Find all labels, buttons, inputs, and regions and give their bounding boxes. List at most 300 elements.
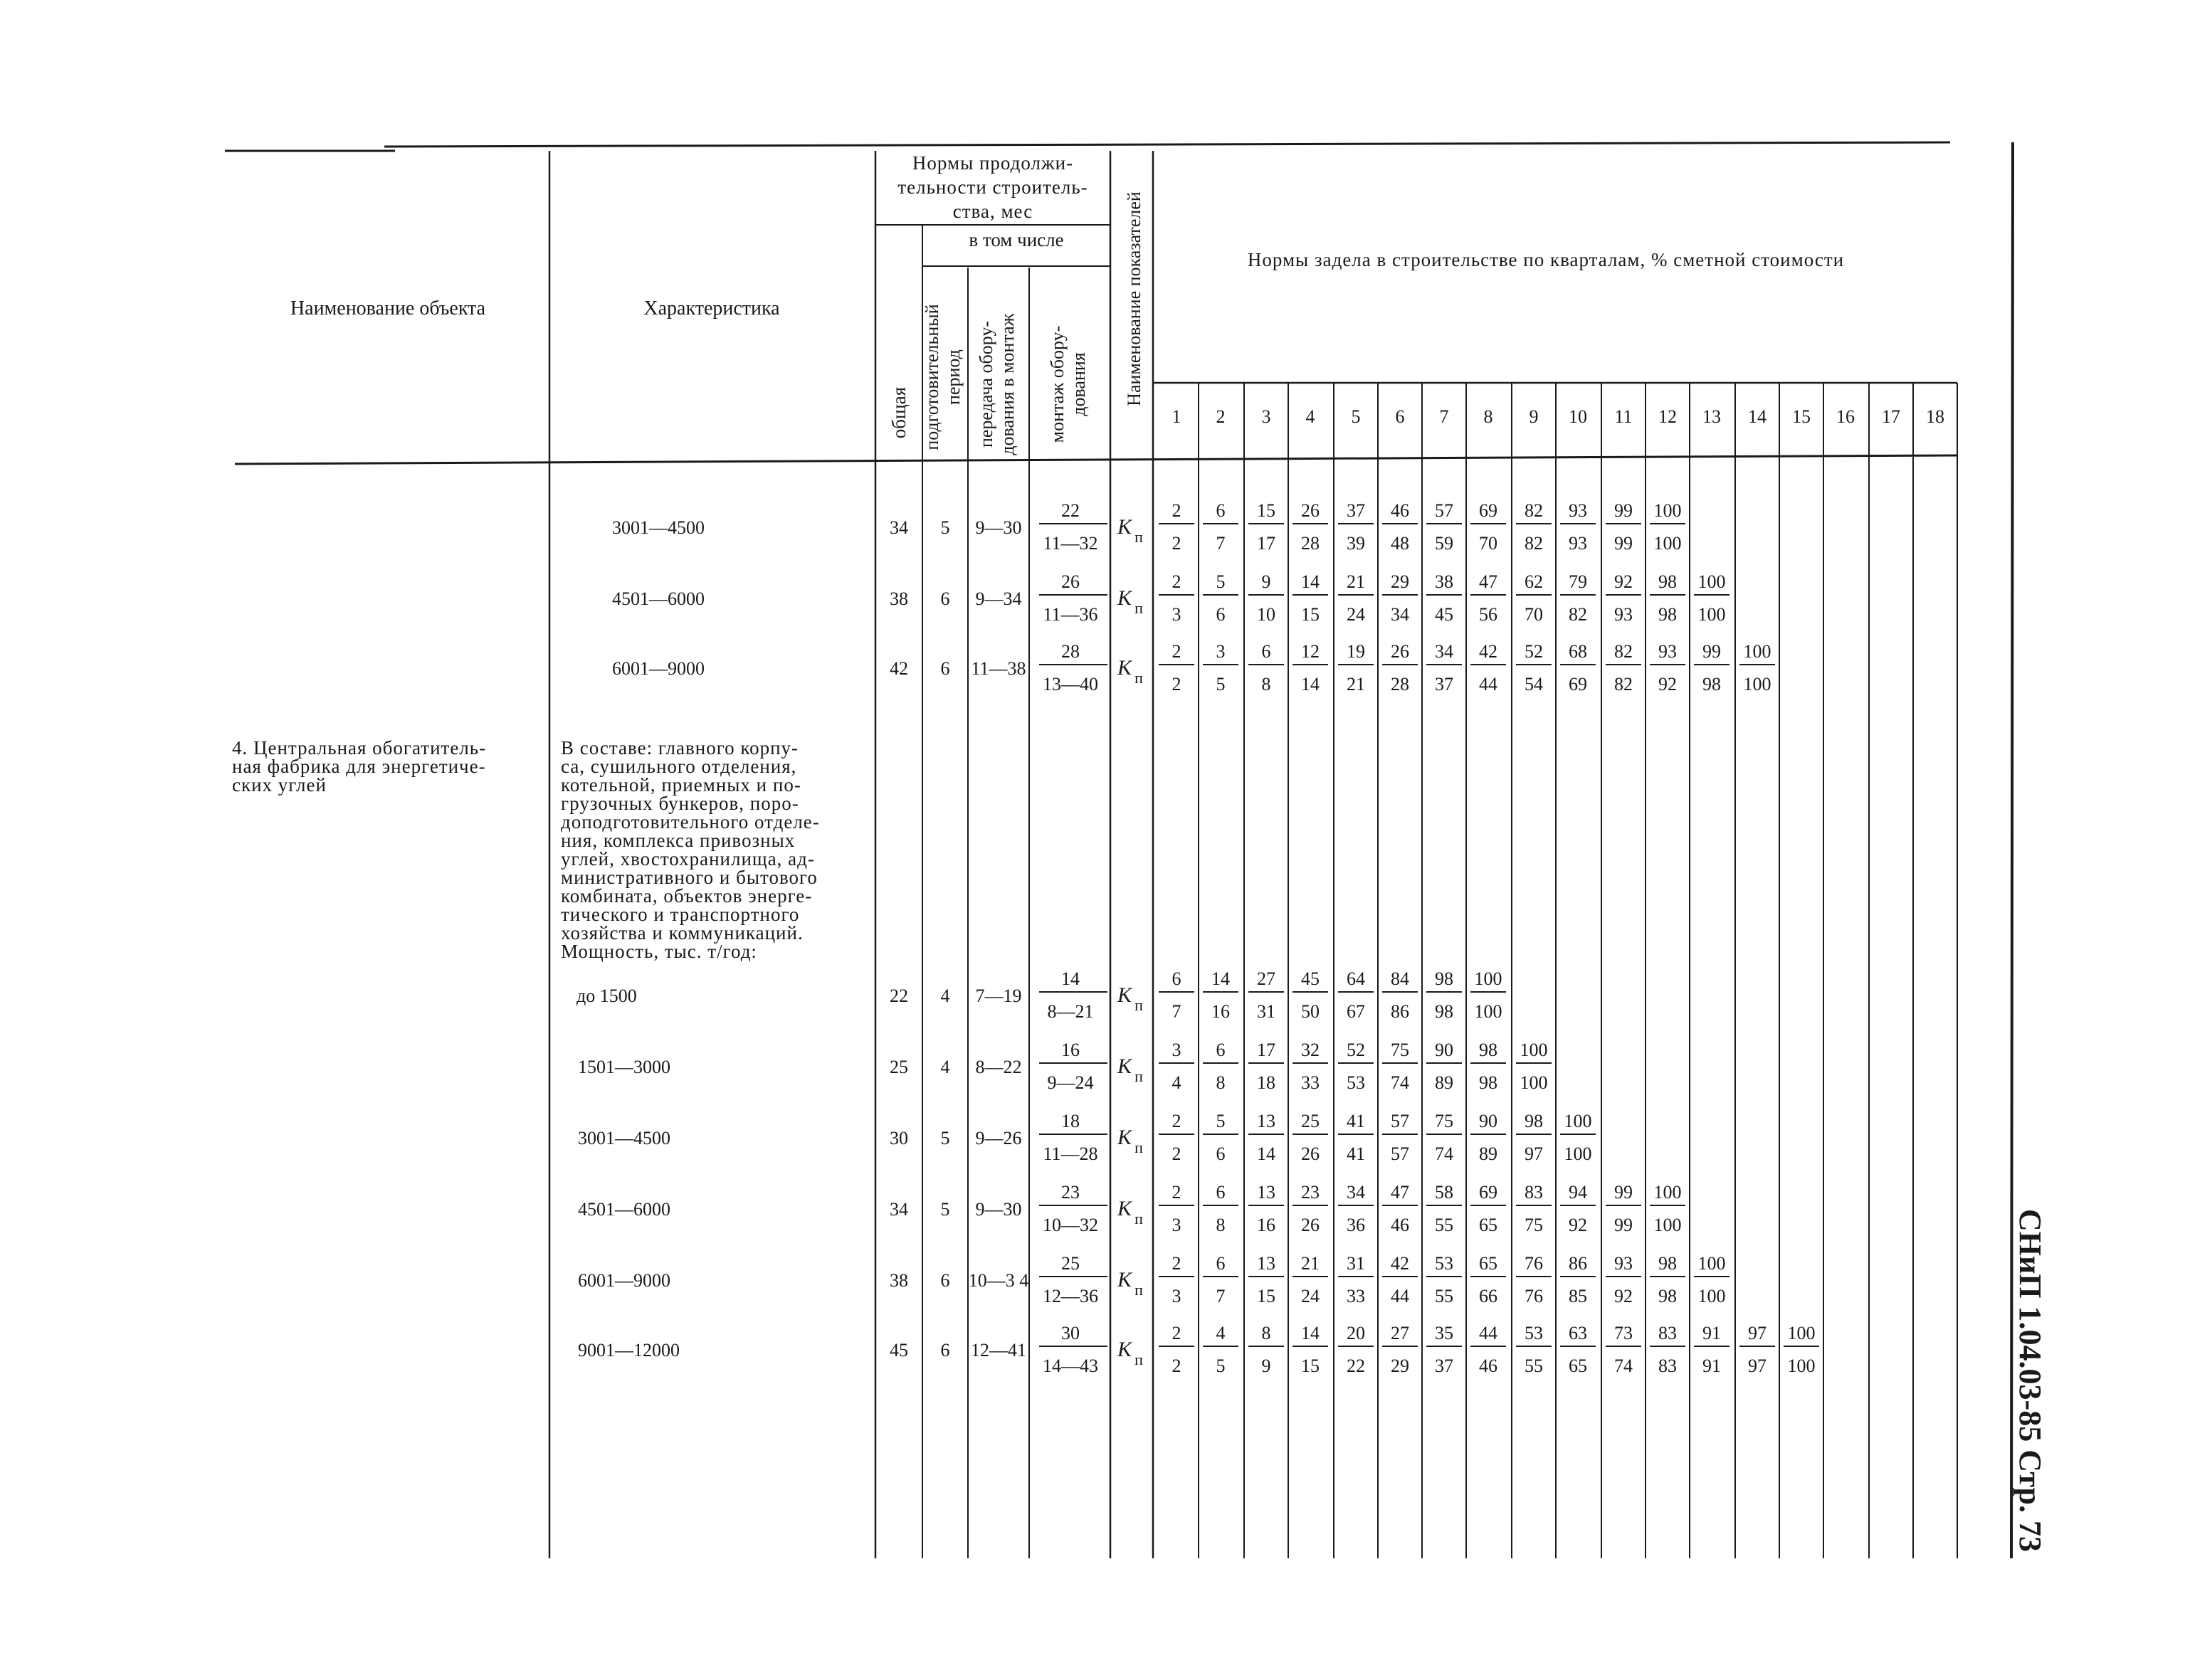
quarter-value-top: 100 — [1474, 968, 1502, 989]
indicator-sub: п — [1134, 996, 1143, 1014]
transfer-period: 9—30 — [975, 1199, 1022, 1220]
quarter-value-bottom: 53 — [1347, 1072, 1365, 1093]
quarter-value-bottom: 99 — [1614, 533, 1633, 554]
mount-top: 28 — [1061, 641, 1080, 662]
total-duration: 22 — [890, 986, 908, 1006]
quarter-value-top: 98 — [1658, 571, 1677, 592]
quarter-value-bottom: 100 — [1564, 1143, 1592, 1164]
quarter-value-bottom: 56 — [1479, 604, 1497, 625]
quarter-value-bottom: 48 — [1391, 533, 1409, 554]
quarter-value-top: 8 — [1261, 1323, 1271, 1343]
quarter-value-bottom: 29 — [1391, 1356, 1409, 1376]
quarter-value-bottom: 2 — [1172, 1143, 1181, 1164]
quarter-value-bottom: 36 — [1347, 1215, 1365, 1235]
quarter-value-top: 52 — [1525, 641, 1543, 662]
quarter-value-top: 62 — [1525, 571, 1543, 592]
quarter-value-bottom: 92 — [1569, 1215, 1587, 1235]
indicator-k: К — [1117, 983, 1132, 1007]
mount-bottom: 11—36 — [1043, 604, 1098, 625]
quarter-value-top: 35 — [1435, 1323, 1453, 1343]
quarter-value-bottom: 4 — [1172, 1072, 1181, 1093]
quarter-value-top: 34 — [1435, 641, 1453, 662]
capacity-label: 3001—4500 — [612, 517, 705, 538]
quarter-value-bottom: 92 — [1658, 674, 1677, 694]
total-duration: 34 — [890, 517, 908, 538]
quarter-value-top: 13 — [1257, 1182, 1275, 1203]
quarter-value-top: 14 — [1211, 968, 1230, 989]
indicator-k: К — [1117, 1197, 1132, 1220]
quarter-value-bottom: 100 — [1743, 674, 1771, 694]
quarter-value-top: 2 — [1172, 500, 1181, 521]
indicator-sub: п — [1134, 1351, 1143, 1368]
quarter-value-top: 99 — [1702, 641, 1721, 662]
quarter-value-bottom: 28 — [1391, 674, 1409, 694]
mount-bottom: 14—43 — [1043, 1356, 1098, 1376]
quarter-value-top: 26 — [1301, 500, 1320, 521]
quarter-value-bottom: 70 — [1479, 533, 1497, 554]
object-description: са, сушильного отделения, — [561, 756, 797, 777]
quarter-number: 3 — [1261, 406, 1271, 427]
quarter-value-top: 73 — [1614, 1323, 1633, 1343]
quarter-value-bottom: 18 — [1257, 1072, 1275, 1093]
quarter-value-bottom: 14 — [1301, 674, 1320, 694]
quarter-value-top: 32 — [1301, 1040, 1320, 1060]
header-transfer: дования в монтаж — [997, 313, 1018, 455]
quarter-number: 8 — [1483, 406, 1493, 427]
header-indicator: Наименование показателей — [1124, 191, 1144, 406]
quarter-value-top: 100 — [1653, 500, 1682, 521]
mount-bottom: 12—36 — [1043, 1286, 1098, 1306]
quarter-value-bottom: 15 — [1257, 1286, 1275, 1306]
transfer-period: 10—3 4 — [968, 1270, 1029, 1291]
quarter-value-top: 29 — [1391, 571, 1409, 592]
quarter-number: 7 — [1439, 406, 1449, 427]
quarter-value-bottom: 2 — [1172, 533, 1181, 554]
object-description: Мощность, тыс. т/год: — [561, 941, 757, 962]
capacity-label: 4501—6000 — [612, 588, 705, 609]
quarter-value-bottom: 75 — [1525, 1215, 1543, 1235]
quarter-number: 16 — [1836, 406, 1855, 427]
quarter-value-top: 9 — [1261, 571, 1271, 592]
quarter-value-top: 13 — [1257, 1253, 1275, 1274]
quarter-value-bottom: 16 — [1211, 1001, 1230, 1022]
quarter-value-top: 4 — [1216, 1323, 1226, 1343]
quarter-value-top: 100 — [1697, 1253, 1726, 1274]
quarter-value-bottom: 34 — [1391, 604, 1409, 625]
quarter-number: 1 — [1172, 406, 1181, 427]
quarter-value-bottom: 15 — [1301, 1356, 1320, 1376]
quarter-value-top: 98 — [1658, 1253, 1677, 1274]
quarter-value-top: 79 — [1569, 571, 1587, 592]
quarter-value-bottom: 67 — [1347, 1001, 1365, 1022]
quarter-value-top: 98 — [1525, 1111, 1543, 1131]
quarter-value-bottom: 14 — [1257, 1143, 1275, 1164]
quarter-value-bottom: 24 — [1347, 604, 1365, 625]
quarter-value-top: 5 — [1216, 1111, 1226, 1131]
quarter-number: 11 — [1614, 406, 1633, 427]
quarter-value-top: 23 — [1301, 1182, 1320, 1203]
object-description: доподготовительного отделе- — [561, 811, 820, 833]
capacity-label: 3001—4500 — [578, 1128, 670, 1148]
quarter-value-top: 2 — [1172, 641, 1181, 662]
quarter-value-bottom: 98 — [1702, 674, 1721, 694]
quarter-value-bottom: 92 — [1614, 1286, 1633, 1306]
header-duration: Нормы продолжи- — [912, 152, 1074, 174]
quarter-value-top: 6 — [1172, 968, 1181, 989]
quarter-value-top: 42 — [1391, 1253, 1409, 1274]
quarter-value-bottom: 98 — [1658, 1286, 1677, 1306]
quarter-value-top: 45 — [1301, 968, 1320, 989]
quarter-number: 18 — [1926, 406, 1944, 427]
quarter-value-bottom: 65 — [1569, 1356, 1587, 1376]
header-prep: период — [943, 349, 964, 405]
quarter-value-bottom: 5 — [1216, 1356, 1226, 1376]
total-duration: 38 — [890, 1270, 908, 1291]
quarter-value-top: 17 — [1257, 1040, 1275, 1060]
quarter-value-bottom: 100 — [1787, 1356, 1816, 1376]
quarter-value-bottom: 59 — [1435, 533, 1453, 554]
quarter-value-bottom: 82 — [1525, 533, 1543, 554]
indicator-k: К — [1117, 1268, 1132, 1291]
quarter-value-bottom: 17 — [1257, 533, 1275, 554]
indicator-k: К — [1117, 1338, 1132, 1361]
quarter-value-bottom: 50 — [1301, 1001, 1320, 1022]
quarter-value-top: 100 — [1653, 1182, 1682, 1203]
quarter-value-bottom: 46 — [1479, 1356, 1497, 1376]
prep-period: 6 — [940, 1340, 950, 1361]
quarter-value-bottom: 6 — [1216, 1143, 1226, 1164]
quarter-value-top: 34 — [1347, 1182, 1365, 1203]
quarter-number: 5 — [1351, 406, 1361, 427]
quarter-value-top: 3 — [1172, 1040, 1181, 1060]
quarter-value-top: 12 — [1301, 641, 1320, 662]
quarter-value-top: 2 — [1172, 1182, 1181, 1203]
quarter-value-top: 86 — [1569, 1253, 1587, 1274]
quarter-value-bottom: 33 — [1301, 1072, 1320, 1093]
quarter-value-bottom: 8 — [1216, 1072, 1226, 1093]
total-duration: 45 — [890, 1340, 908, 1361]
header-mount: дования — [1068, 352, 1089, 416]
quarter-value-top: 84 — [1391, 968, 1409, 989]
mount-top: 25 — [1061, 1253, 1080, 1274]
quarter-value-bottom: 69 — [1569, 674, 1587, 694]
prep-period: 6 — [940, 658, 950, 679]
quarter-value-top: 6 — [1216, 500, 1226, 521]
object-title: 4. Центральная обогатитель- — [232, 737, 487, 759]
total-duration: 30 — [890, 1128, 908, 1148]
mount-top: 30 — [1061, 1323, 1080, 1343]
header-mount: монтаж обору- — [1047, 325, 1068, 443]
quarter-value-bottom: 93 — [1614, 604, 1633, 625]
quarter-value-top: 93 — [1614, 1253, 1633, 1274]
quarter-value-top: 83 — [1525, 1182, 1543, 1203]
quarter-value-top: 69 — [1479, 1182, 1497, 1203]
quarter-value-bottom: 82 — [1614, 674, 1633, 694]
quarter-value-bottom: 3 — [1172, 1286, 1181, 1306]
object-description: углей, хвостохранилища, ад- — [561, 848, 815, 870]
quarter-value-top: 42 — [1479, 641, 1497, 662]
quarter-value-bottom: 57 — [1391, 1143, 1409, 1164]
indicator-k: К — [1117, 586, 1132, 610]
quarter-value-top: 46 — [1391, 500, 1409, 521]
quarter-value-bottom: 98 — [1479, 1072, 1497, 1093]
quarter-value-bottom: 3 — [1172, 604, 1181, 625]
quarter-value-top: 94 — [1569, 1182, 1587, 1203]
quarter-value-bottom: 100 — [1653, 1215, 1682, 1235]
total-duration: 38 — [890, 588, 908, 609]
quarter-value-bottom: 100 — [1697, 604, 1726, 625]
prep-period: 5 — [940, 517, 950, 538]
quarter-value-bottom: 37 — [1435, 1356, 1453, 1376]
quarter-value-bottom: 83 — [1658, 1356, 1677, 1376]
quarter-value-bottom: 97 — [1748, 1356, 1767, 1376]
quarter-value-top: 76 — [1525, 1253, 1543, 1274]
capacity-label: 4501—6000 — [578, 1199, 670, 1220]
object-description: ния, комплекса привозных — [561, 830, 796, 851]
quarter-value-top: 15 — [1257, 500, 1275, 521]
prep-period: 4 — [940, 1057, 950, 1077]
mount-bottom: 9—24 — [1047, 1072, 1094, 1093]
object-description: котельной, приемных и по- — [561, 774, 801, 796]
total-duration: 34 — [890, 1199, 908, 1220]
quarter-value-bottom: 37 — [1435, 674, 1453, 694]
indicator-sub: п — [1134, 669, 1143, 687]
quarter-value-bottom: 5 — [1216, 674, 1226, 694]
quarter-value-bottom: 55 — [1435, 1215, 1453, 1235]
quarter-value-bottom: 2 — [1172, 674, 1181, 694]
quarter-value-bottom: 28 — [1301, 533, 1320, 554]
quarter-value-top: 13 — [1257, 1111, 1275, 1131]
quarter-value-top: 20 — [1347, 1323, 1365, 1343]
quarter-value-bottom: 10 — [1257, 604, 1275, 625]
mount-top: 18 — [1061, 1111, 1080, 1131]
indicator-k: К — [1117, 1126, 1132, 1149]
quarter-value-top: 47 — [1479, 571, 1497, 592]
object-description: хозяйства и коммуникаций. — [561, 922, 804, 944]
quarter-value-bottom: 65 — [1479, 1215, 1497, 1235]
quarter-value-bottom: 85 — [1569, 1286, 1587, 1306]
quarter-value-top: 69 — [1479, 500, 1497, 521]
page-label: СНиП 1.04.03-85 Стр. 73 — [2013, 1208, 2048, 1553]
quarter-value-top: 90 — [1479, 1111, 1497, 1131]
quarter-value-bottom: 89 — [1479, 1143, 1497, 1164]
header-duration: ства, мес — [952, 201, 1033, 222]
quarter-value-top: 52 — [1347, 1040, 1365, 1060]
quarter-number: 15 — [1792, 406, 1811, 427]
indicator-sub: п — [1134, 1281, 1143, 1299]
quarter-value-top: 91 — [1702, 1323, 1721, 1343]
quarter-value-bottom: 46 — [1391, 1215, 1409, 1235]
quarter-value-top: 3 — [1216, 641, 1226, 662]
quarter-value-top: 6 — [1261, 641, 1271, 662]
quarter-value-top: 5 — [1216, 571, 1226, 592]
quarter-value-top: 64 — [1347, 968, 1365, 989]
quarter-value-top: 27 — [1257, 968, 1275, 989]
object-description: тического и транспортного — [561, 904, 800, 925]
object-description: В составе: главного корпу- — [561, 737, 799, 759]
quarter-value-top: 57 — [1435, 500, 1453, 521]
mount-top: 16 — [1061, 1040, 1080, 1060]
quarter-number: 10 — [1569, 406, 1587, 427]
header-backlog: Нормы задела в строительстве по кварталам, % сметной стоимости — [1247, 249, 1845, 270]
quarter-number: 17 — [1882, 406, 1900, 427]
quarter-value-bottom: 54 — [1525, 674, 1543, 694]
total-duration: 25 — [890, 1057, 908, 1077]
header-duration: тельности строитель- — [897, 176, 1088, 198]
quarter-value-bottom: 16 — [1257, 1215, 1275, 1235]
mount-bottom: 11—32 — [1043, 533, 1098, 554]
quarter-value-top: 83 — [1658, 1323, 1677, 1343]
quarter-value-top: 57 — [1391, 1111, 1409, 1131]
quarter-value-bottom: 41 — [1347, 1143, 1365, 1164]
quarter-value-top: 14 — [1301, 571, 1320, 592]
quarter-value-bottom: 44 — [1391, 1286, 1409, 1306]
header-characteristic: Характеристика — [643, 297, 780, 319]
quarter-value-top: 41 — [1347, 1111, 1365, 1131]
quarter-number: 9 — [1529, 406, 1539, 427]
capacity-label: 1501—3000 — [578, 1057, 670, 1077]
quarter-value-top: 2 — [1172, 1323, 1181, 1343]
quarter-value-bottom: 89 — [1435, 1072, 1453, 1093]
quarter-value-bottom: 91 — [1702, 1356, 1721, 1376]
quarter-value-bottom: 3 — [1172, 1215, 1181, 1235]
quarter-value-bottom: 98 — [1658, 604, 1677, 625]
quarter-value-top: 75 — [1435, 1111, 1453, 1131]
quarter-value-bottom: 70 — [1525, 604, 1543, 625]
quarter-value-top: 19 — [1347, 641, 1365, 662]
mount-bottom: 11—28 — [1043, 1143, 1098, 1164]
quarter-value-bottom: 33 — [1347, 1286, 1365, 1306]
quarter-value-bottom: 7 — [1216, 1286, 1226, 1306]
quarter-number: 4 — [1305, 406, 1315, 427]
quarter-value-bottom: 8 — [1261, 674, 1271, 694]
quarter-value-top: 26 — [1391, 641, 1409, 662]
quarter-value-bottom: 74 — [1435, 1143, 1453, 1164]
quarter-number: 2 — [1216, 406, 1226, 427]
indicator-sub: п — [1134, 1210, 1143, 1227]
quarter-value-top: 98 — [1479, 1040, 1497, 1060]
header-prep: подготовительный — [922, 304, 942, 450]
quarter-value-bottom: 31 — [1257, 1001, 1275, 1022]
quarter-value-bottom: 100 — [1474, 1001, 1502, 1022]
transfer-period: 7—19 — [975, 986, 1022, 1006]
quarter-value-bottom: 66 — [1479, 1286, 1497, 1306]
quarter-value-bottom: 22 — [1347, 1356, 1365, 1376]
quarter-value-bottom: 99 — [1614, 1215, 1633, 1235]
header-object-name: Наименование объекта — [290, 297, 486, 319]
quarter-value-top: 100 — [1697, 571, 1726, 592]
quarter-value-bottom: 8 — [1216, 1215, 1226, 1235]
transfer-period: 9—34 — [975, 588, 1022, 609]
object-description: комбината, объектов энерге- — [561, 885, 813, 907]
quarter-value-top: 90 — [1435, 1040, 1453, 1060]
quarter-value-top: 99 — [1614, 1182, 1633, 1203]
indicator-sub: п — [1134, 1139, 1143, 1156]
quarter-value-top: 82 — [1614, 641, 1633, 662]
quarter-value-top: 98 — [1435, 968, 1453, 989]
quarter-value-top: 14 — [1301, 1323, 1320, 1343]
quarter-value-top: 53 — [1525, 1323, 1543, 1343]
prep-period: 6 — [940, 1270, 950, 1291]
quarter-value-top: 37 — [1347, 500, 1365, 521]
quarter-value-bottom: 100 — [1697, 1286, 1726, 1306]
quarter-value-bottom: 21 — [1347, 674, 1365, 694]
quarter-value-top: 100 — [1520, 1040, 1548, 1060]
transfer-period: 8—22 — [975, 1057, 1022, 1077]
quarter-value-top: 100 — [1564, 1111, 1592, 1131]
quarter-value-bottom: 97 — [1525, 1143, 1543, 1164]
indicator-sub: п — [1134, 599, 1143, 617]
quarter-number: 14 — [1748, 406, 1767, 427]
quarter-value-top: 2 — [1172, 1253, 1181, 1274]
quarter-value-bottom: 100 — [1653, 533, 1682, 554]
quarter-value-top: 53 — [1435, 1253, 1453, 1274]
quarter-value-bottom: 74 — [1614, 1356, 1633, 1376]
quarter-value-top: 25 — [1301, 1111, 1320, 1131]
quarter-value-top: 82 — [1525, 500, 1543, 521]
prep-period: 6 — [940, 588, 950, 609]
mount-bottom: 10—32 — [1043, 1215, 1098, 1235]
quarter-value-bottom: 44 — [1479, 674, 1497, 694]
quarter-value-top: 6 — [1216, 1253, 1226, 1274]
total-duration: 42 — [890, 658, 908, 679]
mount-top: 22 — [1061, 500, 1080, 521]
prep-period: 4 — [940, 986, 950, 1006]
quarter-value-bottom: 86 — [1391, 1001, 1409, 1022]
quarter-value-top: 65 — [1479, 1253, 1497, 1274]
quarter-value-bottom: 26 — [1301, 1143, 1320, 1164]
right-margin-rule — [2011, 142, 2013, 1558]
quarter-value-bottom: 7 — [1172, 1001, 1181, 1022]
object-title: ная фабрика для энергетиче- — [232, 756, 486, 777]
transfer-period: 9—26 — [975, 1128, 1022, 1148]
quarter-value-top: 100 — [1743, 641, 1771, 662]
object-description: грузочных бункеров, поро- — [561, 793, 799, 814]
quarter-value-top: 21 — [1347, 571, 1365, 592]
header-bottom-rule — [235, 455, 1957, 464]
mount-top: 23 — [1061, 1182, 1080, 1203]
quarter-value-top: 6 — [1216, 1182, 1226, 1203]
quarter-value-bottom: 39 — [1347, 533, 1365, 554]
capacity-label: 6001—9000 — [612, 658, 705, 679]
quarter-number: 13 — [1702, 406, 1721, 427]
indicator-k: К — [1117, 656, 1132, 680]
quarter-value-top: 92 — [1614, 571, 1633, 592]
quarter-value-top: 99 — [1614, 500, 1633, 521]
quarter-value-top: 93 — [1569, 500, 1587, 521]
quarter-value-top: 63 — [1569, 1323, 1587, 1343]
indicator-sub: п — [1134, 528, 1143, 546]
quarter-number: 12 — [1658, 406, 1677, 427]
transfer-period: 9—30 — [975, 517, 1022, 538]
quarter-value-top: 44 — [1479, 1323, 1497, 1343]
mount-top: 26 — [1061, 571, 1080, 592]
quarter-value-bottom: 6 — [1216, 604, 1226, 625]
quarter-number: 6 — [1395, 406, 1405, 427]
indicator-sub: п — [1134, 1067, 1143, 1085]
quarter-value-top: 97 — [1748, 1323, 1767, 1343]
quarter-value-top: 31 — [1347, 1253, 1365, 1274]
top-rule — [384, 142, 1950, 147]
quarter-value-top: 21 — [1301, 1253, 1320, 1274]
quarter-value-top: 2 — [1172, 1111, 1181, 1131]
quarter-value-bottom: 55 — [1435, 1286, 1453, 1306]
mount-top: 14 — [1061, 968, 1080, 989]
quarter-value-bottom: 55 — [1525, 1356, 1543, 1376]
quarter-value-top: 47 — [1391, 1182, 1409, 1203]
object-title: ских углей — [232, 774, 327, 796]
quarter-value-bottom: 76 — [1525, 1286, 1543, 1306]
